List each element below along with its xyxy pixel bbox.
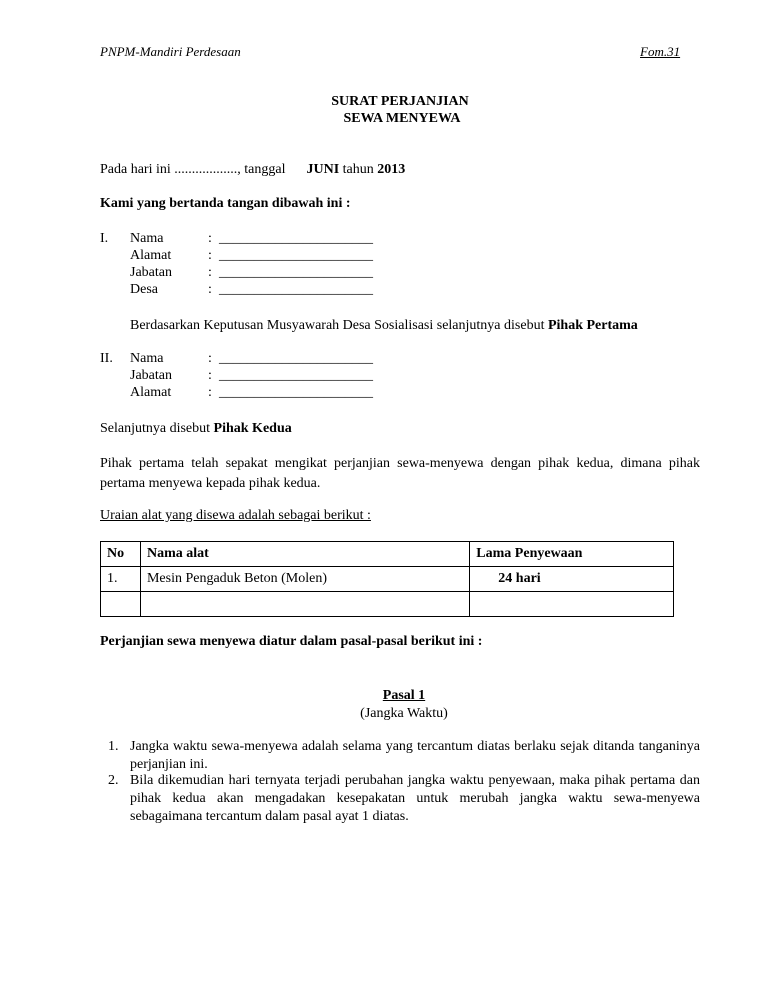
header-right: Fom.31 — [640, 44, 681, 59]
pasal-subtitle: (Jangka Waktu) — [360, 706, 448, 721]
signers-heading: Kami yang bertanda tangan dibawah ini : — [100, 196, 351, 211]
field-value: ______________________ — [219, 231, 373, 246]
item-text: Bila dikemudian hari ternyata terjadi perubahan jangka waktu penyewaan, maka pihak pertama dan pihak kedua akan mengadakan kesepakatan untuk merubah jangka waktu sewa-menyewa sebagaimana tercantum dalam pasal ayat 1 diatas. — [130, 773, 700, 824]
cell-lama: 24 hari — [470, 567, 674, 592]
party1-marker: I. — [100, 231, 109, 246]
table-row — [101, 592, 674, 617]
party2-marker: II. — [100, 351, 113, 366]
intro-year: 2013 — [377, 162, 406, 177]
item-text: Jangka waktu sewa-menyewa adalah selama yang tercantum diatas berlaku sejak ditanda tanganinya perjanjian ini. — [130, 739, 700, 772]
cell-lama — [470, 592, 674, 617]
field-sep: : — [208, 368, 212, 383]
field-label: Jabatan — [130, 368, 172, 383]
articles-heading: Perjanjian sewa menyewa diatur dalam pasal-pasal berikut ini : — [100, 634, 483, 649]
intro-line — [100, 162, 405, 178]
cell-nama-alat: Mesin Pengaduk Beton (Molen) — [140, 567, 469, 592]
field-label: Desa — [130, 282, 158, 297]
party1-note — [130, 318, 638, 334]
field-sep: : — [208, 231, 212, 246]
field-sep: : — [208, 248, 212, 263]
field-label: Jabatan — [130, 265, 172, 280]
pasal-title: Pasal 1 — [382, 688, 426, 703]
cell-no: 1. — [101, 567, 141, 592]
tools-heading: Uraian alat yang disewa adalah sebagai berikut : — [100, 508, 371, 523]
party2-note — [100, 421, 292, 437]
field-sep: : — [208, 351, 212, 366]
field-sep: : — [208, 265, 212, 280]
table-header-row — [101, 542, 674, 567]
item-number: 1. — [108, 739, 119, 754]
party2-note-bold: Pihak Kedua — [213, 421, 292, 436]
cell-nama-alat — [140, 592, 469, 617]
header-left: PNPM-Mandiri Perdesaan — [100, 44, 241, 59]
field-value: ______________________ — [219, 351, 373, 366]
field-label: Nama — [130, 231, 164, 246]
item-number: 2. — [108, 773, 119, 788]
field-label: Nama — [130, 351, 164, 366]
field-label: Alamat — [130, 385, 172, 400]
intro-month: JUNI — [306, 162, 340, 177]
field-value: ______________________ — [219, 282, 373, 297]
field-sep: : — [208, 282, 212, 297]
header-nama-alat: Nama alat — [140, 542, 469, 567]
field-value: ______________________ — [219, 385, 373, 400]
party2-note-text: Selanjutnya disebut — [100, 421, 211, 436]
title-line-1: SURAT PERJANJIAN — [331, 94, 469, 109]
header-no: No — [101, 542, 141, 567]
party1-note-bold: Pihak Pertama — [547, 318, 638, 333]
table-row — [101, 567, 674, 592]
field-value: ______________________ — [219, 265, 373, 280]
cell-no — [101, 592, 141, 617]
field-label: Alamat — [130, 248, 172, 263]
rental-table — [100, 541, 674, 617]
party1-note-text: Berdasarkan Keputusan Musyawarah Desa Sosialisasi selanjutnya disebut — [130, 318, 545, 333]
field-sep: : — [208, 385, 212, 400]
agreement-paragraph: Pihak pertama telah sepakat mengikat perjanjian sewa-menyewa dengan pihak kedua, dimana pihak pertama menyewa kepada pihak kedua. — [100, 456, 700, 491]
field-value: ______________________ — [219, 368, 373, 383]
field-value: ______________________ — [219, 248, 373, 263]
intro-text: Pada hari ini .................., tanggal — [100, 162, 286, 177]
header-lama-penyewaan: Lama Penyewaan — [470, 542, 674, 567]
intro-year-label: tahun — [342, 162, 374, 177]
title-line-2: SEWA MENYEWA — [343, 111, 461, 126]
